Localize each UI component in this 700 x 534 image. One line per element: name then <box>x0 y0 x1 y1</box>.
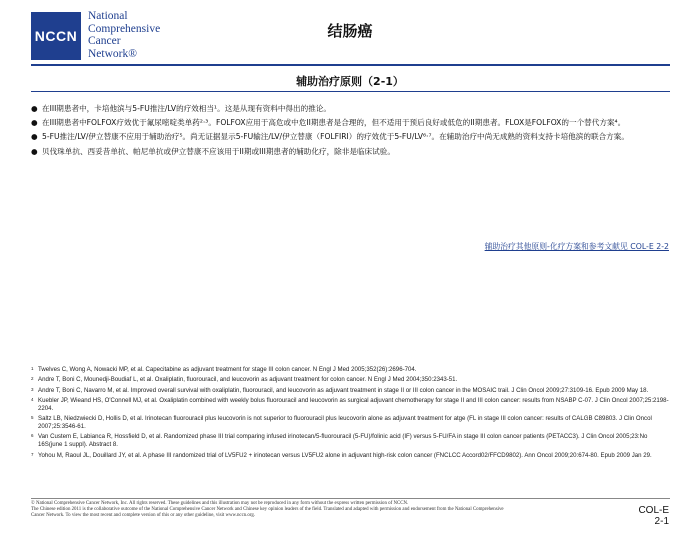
bullet-dot-icon: ● <box>31 146 38 156</box>
page-header <box>0 0 700 66</box>
copyright-line: The Chinese edition 2011 is the collaborative outcome of the National Comprehensive Cancer Network and Chinese key opinion leaders of the field. Translated and adapted with permission and endorsement from the National Comprehensive <box>31 507 504 512</box>
reference-item: 5 Saltz LB, Niedzwiecki D, Hollis D, et al. Irinotecan fluorouracil plus leucovorin is not superior to fluorouracil plus leucovorin alone as adjuvant treatment for atge (FL in stage III colon cancer: results of CALGB C89803. J Clin Oncol 2007;25:3546-61. <box>31 415 652 430</box>
list-item: ● 在III期患者中FOLFOX疗效优于氟尿嘧啶类单药²·³。FOLFOX应用于高危或中危II期患者是合理的，但不适用于预后良好或低危的II期患者。FLOX是FOLFOX的一个替代方案⁴。 <box>31 117 671 129</box>
section-divider <box>31 91 670 92</box>
copyright-line: © National Comprehensive Cancer Network, Inc. All rights reserved. These guidelines and this illustration may not be reproduced in any form without the express written permission of NCCN. <box>31 501 409 506</box>
section-title: 辅助治疗原则（2-1） <box>296 75 404 88</box>
reference-item: 1 Twelves C, Wong A, Nowacki MP, et al. Capecitabine as adjuvant treatment for stage III colon cancer. N Engl J Med 2005;352(26):2696-704. <box>31 366 417 373</box>
logo-line: Network® <box>88 47 137 60</box>
page-code-number: 2-1 <box>654 516 669 527</box>
page-title: 结肠癌 <box>327 22 373 40</box>
principles-list <box>31 103 671 160</box>
copyright-line: Cancer Network. To view the most recent and complete version of this or any other guideline, visit www.nccn.org. <box>31 513 256 518</box>
list-item: ● 在III期患者中，卡培他滨与5-FU推注/LV的疗效相当¹。这是从现有资料中得出的推论。 <box>31 103 671 115</box>
nccn-logo: NCCN <box>31 12 81 60</box>
logo-line: Cancer <box>88 35 121 47</box>
header-divider <box>31 64 670 66</box>
references-list <box>31 366 671 462</box>
continuation-link[interactable]: 辅助治疗其他原则-化疗方案和参考文献见 COL-E 2-2 <box>484 242 669 251</box>
page-code <box>638 505 669 527</box>
reference-item: 7 Yohou M, Raoul JL, Douillard JY, et al. A phase III randomized trial of LV5FU2 + irinotecan versus LV5FU2 alone in adjuvant high-risk colon cancer (FNCLCC Accord02/FFCD9802). Ann Oncol 2009;20:674-80. Epub 2009 Jan 29. <box>31 451 652 459</box>
logo-line: Comprehensive <box>88 22 161 35</box>
list-item: ● 贝伐珠单抗、西妥昔单抗、帕尼单抗或伊立替康不应该用于II期或III期患者的辅助化疗，除非是临床试验。 <box>31 146 671 158</box>
reference-item: 4 Kuebler JP, Wieand HS, O'Connell MJ, et al. Oxaliplatin combined with weekly bolus fluorouracil and leucovorin as surgical adjuvant chemotherapy for stage II and III colon cancer: results from NSABP C-07. J Clin Oncol 2007;25:2198-2204. <box>31 396 669 412</box>
reference-item: 6 Van Custem E, Labianca R, Hossfield D, et al. Randomized phase III trial comparing infused irinotecan/5-fluorouracil (5-FU)/folinic acid (IF) versus 5-FU/FA in stage III colon cancer patients (PETACC3). J Clin Oncol 2005;23:No 16S(june 1 suppl). Abstract 8. <box>31 433 648 449</box>
bullet-dot-icon: ● <box>31 104 38 113</box>
logo-line: National <box>88 10 128 22</box>
reference-item: 3 Andre T, Boni C, Navarro M, et al. Improved overall survival with oxaliplatin, fluorouracil, and leucovorin as adjuvant treatment in stage II or III colon cancer in the MOSAIC trail. J Clin Oncol 2009;27:3109-16. Epub 2009 May 18. <box>31 386 649 394</box>
bullet-dot-icon: ● <box>31 118 38 128</box>
page-code-section: COL-E <box>638 505 669 516</box>
list-item: ● 5-FU推注/LV/伊立替康不应用于辅助治疗⁵。尚无证据显示5-FU输注/LV/伊立替康（FOLFIRI）的疗效优于5-FU/LV⁶·⁷。在辅助治疗中尚无成熟的资料支持卡培他滨的联合方案。 <box>31 131 671 143</box>
copyright-notice <box>31 501 591 519</box>
bullet-dot-icon: ● <box>31 132 38 142</box>
reference-item: 2 Andre T, Boni C, Mounedji-Boudiaf L, et al. Oxaliplatin, fluorouracil, and leucovorin as adjuvant treatment for colon cancer. N Engl J Med 2004;350:2343-51. <box>31 376 458 384</box>
footer-divider <box>31 498 670 499</box>
